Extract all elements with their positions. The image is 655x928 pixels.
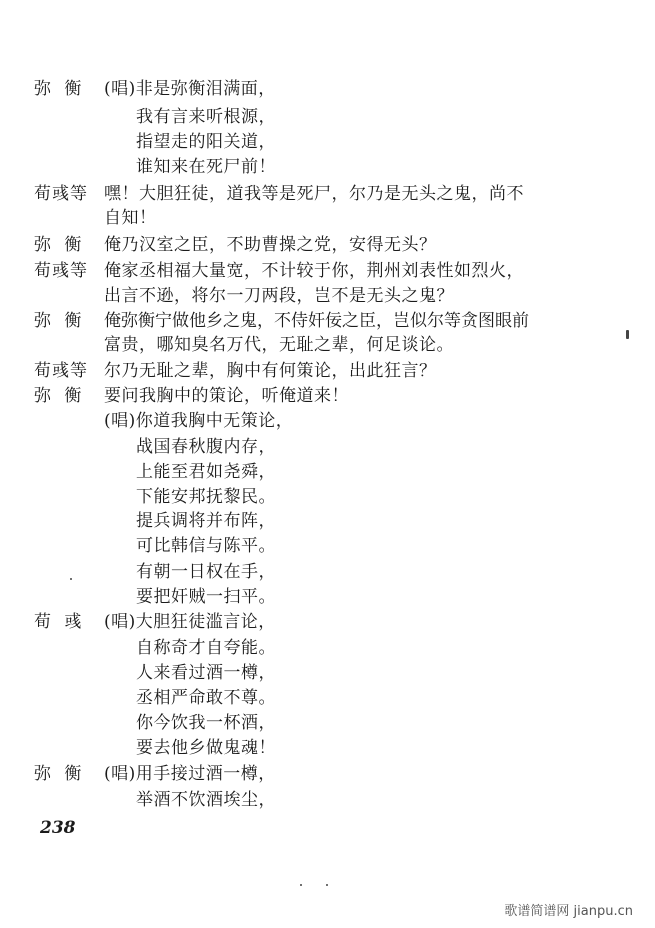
dialogue-line: 指望走的阳关道，: [136, 132, 276, 152]
dialogue-line: 下能安邦抚黎民。: [136, 487, 276, 507]
dialogue-line: (唱)非是弥衡泪满面，: [104, 79, 276, 99]
scan-speck: [70, 578, 72, 580]
dialogue-line: 嘿！大胆狂徒，道我等是死尸，尔乃是无头之鬼，尚不: [104, 184, 524, 204]
dialogue-line: (唱)大胆狂徒滥言论，: [104, 612, 276, 632]
speaker-label: 弥 衡: [34, 386, 86, 406]
speaker-label: 荀彧等: [34, 184, 88, 204]
watermark-text: 歌谱简谱网 jianpu.cn: [504, 904, 633, 919]
speaker-label: 弥 衡: [34, 764, 86, 784]
dialogue-line: (唱)你道我胸中无策论，: [104, 411, 294, 431]
dialogue-line: 有朝一日权在手，: [136, 562, 276, 582]
scan-speck: [626, 330, 629, 339]
dialogue-line: 战国春秋腹内存，: [136, 437, 276, 457]
dialogue-line: 提兵调将并布阵，: [136, 511, 276, 531]
speaker-label: 弥 衡: [34, 235, 86, 255]
dialogue-line: 尔乃无耻之辈，胸中有何策论，出此狂言？: [104, 361, 437, 381]
speaker-label: 荀彧等: [34, 361, 88, 381]
dialogue-line: 俺乃汉室之臣，不助曹操之党，安得无头？: [104, 235, 437, 255]
dialogue-line: 上能至君如尧舜，: [136, 462, 276, 482]
dialogue-line: (唱)用手接过酒一樽，: [104, 764, 276, 784]
dialogue-line: 谁知来在死尸前！: [136, 157, 276, 177]
dialogue-line: 要问我胸中的策论，听俺道来！: [104, 386, 349, 406]
page-number: 238: [40, 818, 76, 838]
dialogue-line: 出言不逊，将尔一刀两段，岂不是无头之鬼？: [104, 286, 454, 306]
dialogue-line: 富贵，哪知臭名万代，无耻之辈，何足谈论。: [104, 335, 454, 355]
speaker-label: 弥 衡: [34, 311, 86, 331]
speaker-label: 荀彧等: [34, 261, 88, 281]
speaker-label: 荀 彧: [34, 612, 86, 632]
speaker-label: 弥 衡: [34, 79, 86, 99]
scan-speck: [300, 884, 302, 886]
dialogue-line: 你今饮我一杯酒，: [136, 713, 276, 733]
dialogue-line: 自知！: [104, 208, 157, 228]
scan-speck: [326, 884, 328, 886]
dialogue-line: 丞相严命敢不尊。: [136, 688, 276, 708]
dialogue-line: 自称奇才自夸能。: [136, 638, 276, 658]
dialogue-line: 我有言来听根源，: [136, 107, 276, 127]
dialogue-line: 俺弥衡宁做他乡之鬼，不侍奸佞之臣，岂似尔等贪图眼前: [104, 311, 529, 331]
dialogue-line: 人来看过酒一樽，: [136, 663, 276, 683]
dialogue-line: 举酒不饮酒埃尘，: [136, 790, 276, 810]
dialogue-line: 要把奸贼一扫平。: [136, 587, 276, 607]
dialogue-line: 可比韩信与陈平。: [136, 536, 276, 556]
dialogue-line: 要去他乡做鬼魂！: [136, 738, 276, 758]
dialogue-line: 俺家丞相福大量宽，不计较于你，荆州刘表性如烈火，: [104, 261, 524, 281]
